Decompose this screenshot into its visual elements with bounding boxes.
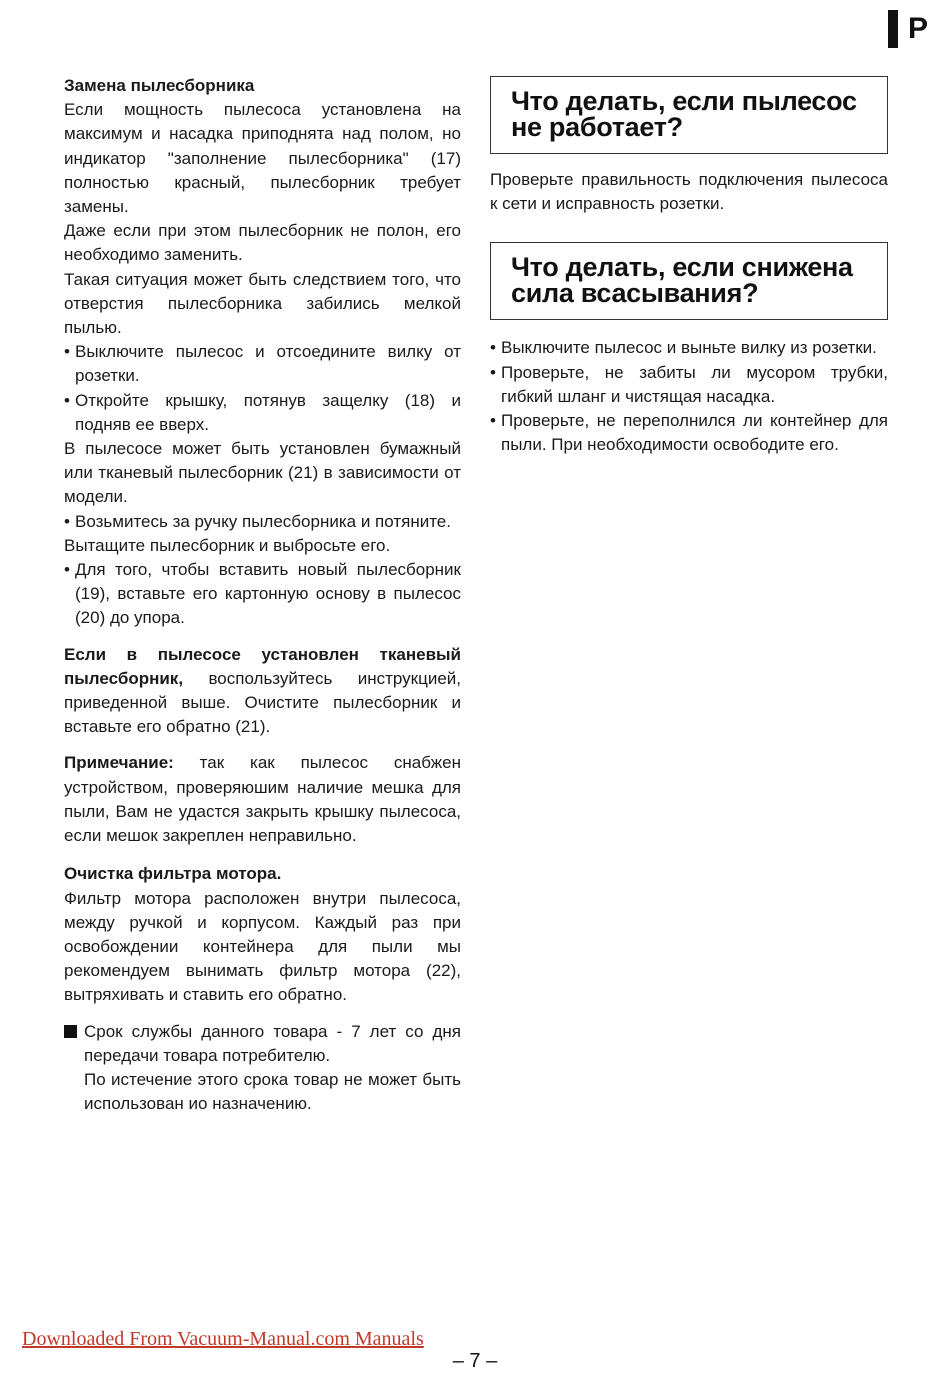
bullet-dot: •	[64, 390, 70, 410]
not-working-box	[490, 76, 888, 154]
download-watermark-link[interactable]: Downloaded From Vacuum-Manual.com Manuals	[22, 1328, 424, 1350]
note-label: Примечание:	[64, 753, 174, 773]
cloth-bag-bold: Если в пылесосе установлен тканевый пылесборник,	[64, 644, 461, 688]
bullet-text: Проверьте, не переполнился ли контейнер для пыли. При необходимости освободите его.	[501, 411, 888, 455]
cloth-bag-text: воспользуйтесь инструкцией, приведенной выше. Очистите пылесборник и вставьте его обратно (21).	[64, 668, 461, 737]
cloth-bag-paragraph	[64, 643, 461, 740]
note-paragraph	[64, 751, 461, 848]
bullet-text: Выключите пылесос и выньте вилку из розетки.	[501, 338, 877, 358]
bullet-text: Для того, чтобы вставить новый пылесборник (19), вставьте его картонную основу в пылесос (20) до упора.	[75, 560, 461, 628]
left-column	[64, 74, 461, 1116]
service-life-line-2: По истечение этого срока товар не может быть использован ио назначению.	[84, 1069, 461, 1114]
filter-heading: Очистка фильтра мотора.	[64, 864, 282, 884]
bullet-text: Выключите пылесос и отсоедините вилку от розетки.	[75, 342, 461, 386]
list-item	[490, 336, 888, 360]
language-letter: P	[907, 12, 928, 45]
service-life-line-1: Срок службы данного товара - 7 лет со дня передачи товара потребителю.	[84, 1021, 461, 1065]
bullet-text: Проверьте, не забиты ли мусором трубки, гибкий шланг и чистящая насадка.	[501, 362, 888, 406]
note-text: так как пылесос снабжен устройством, проверяюшим наличие мешка для пыли, Вам не удастся закрыть крышку пылесоса, если мешок закреплен неправильно.	[64, 753, 461, 846]
weak-suction-title: Что делать, если снижена сила всасывания?	[511, 252, 853, 309]
square-bullet-icon	[64, 1025, 77, 1038]
right-column	[490, 76, 888, 457]
language-marker	[888, 10, 928, 48]
service-life-note	[64, 1020, 461, 1117]
replace-bag-heading: Замена пылесборника	[64, 76, 255, 95]
bullet-dot: •	[490, 411, 496, 431]
not-working-title: Что делать, если пылесос не работает?	[511, 86, 857, 142]
replace-bag-paragraph-4: В пылесосе может быть установлен бумажный или тканевый пылесборник (21) в зависимости от модели.	[64, 439, 461, 507]
filter-paragraph: Фильтр мотора расположен внутри пылесоса, между ручкой и корпусом. Каждый раз при освобождении контейнера для пыли мы рекомендуем вынимать фильтр мотора (22), вытряхивать и ставить его обратно.	[64, 888, 461, 1005]
list-item	[490, 409, 888, 457]
not-working-text: Проверьте правильность подключения пылесоса к сети и исправность розетки.	[490, 170, 888, 214]
list-item	[490, 361, 888, 409]
list-item	[64, 510, 461, 534]
replace-bag-paragraph-2: Даже если при этом пылесборник не полон, его необходимо заменить.	[64, 221, 461, 265]
page-number: – 7 –	[452, 1350, 498, 1372]
language-bar	[888, 10, 898, 48]
replace-bag-paragraph-5: Вытащите пылесборник и выбросьте его.	[64, 535, 391, 555]
list-item	[64, 558, 461, 631]
replace-bag-paragraph-3: Такая ситуация может быть следствием того, что отверстия пылесборника забились мелкой пылью.	[64, 269, 461, 338]
list-item	[64, 340, 461, 388]
bullet-dot: •	[64, 560, 70, 580]
bullet-text: Откройте крышку, потянув защелку (18) и подняв ее вверх.	[75, 390, 461, 434]
bullet-dot: •	[64, 342, 70, 362]
bullet-dot: •	[64, 511, 70, 531]
bullet-dot: •	[490, 362, 496, 382]
list-item	[64, 389, 461, 437]
replace-bag-paragraph-1: Если мощность пылесоса установлена на максимум и насадка приподнята над полом, но индикатор "заполнение пылесборника" (17) полностью красный, пылесборник требует замены.	[64, 100, 461, 217]
bullet-dot: •	[490, 338, 496, 358]
weak-suction-box	[490, 242, 888, 320]
bullet-text: Возьмитесь за ручку пылесборника и потяните.	[75, 511, 451, 531]
